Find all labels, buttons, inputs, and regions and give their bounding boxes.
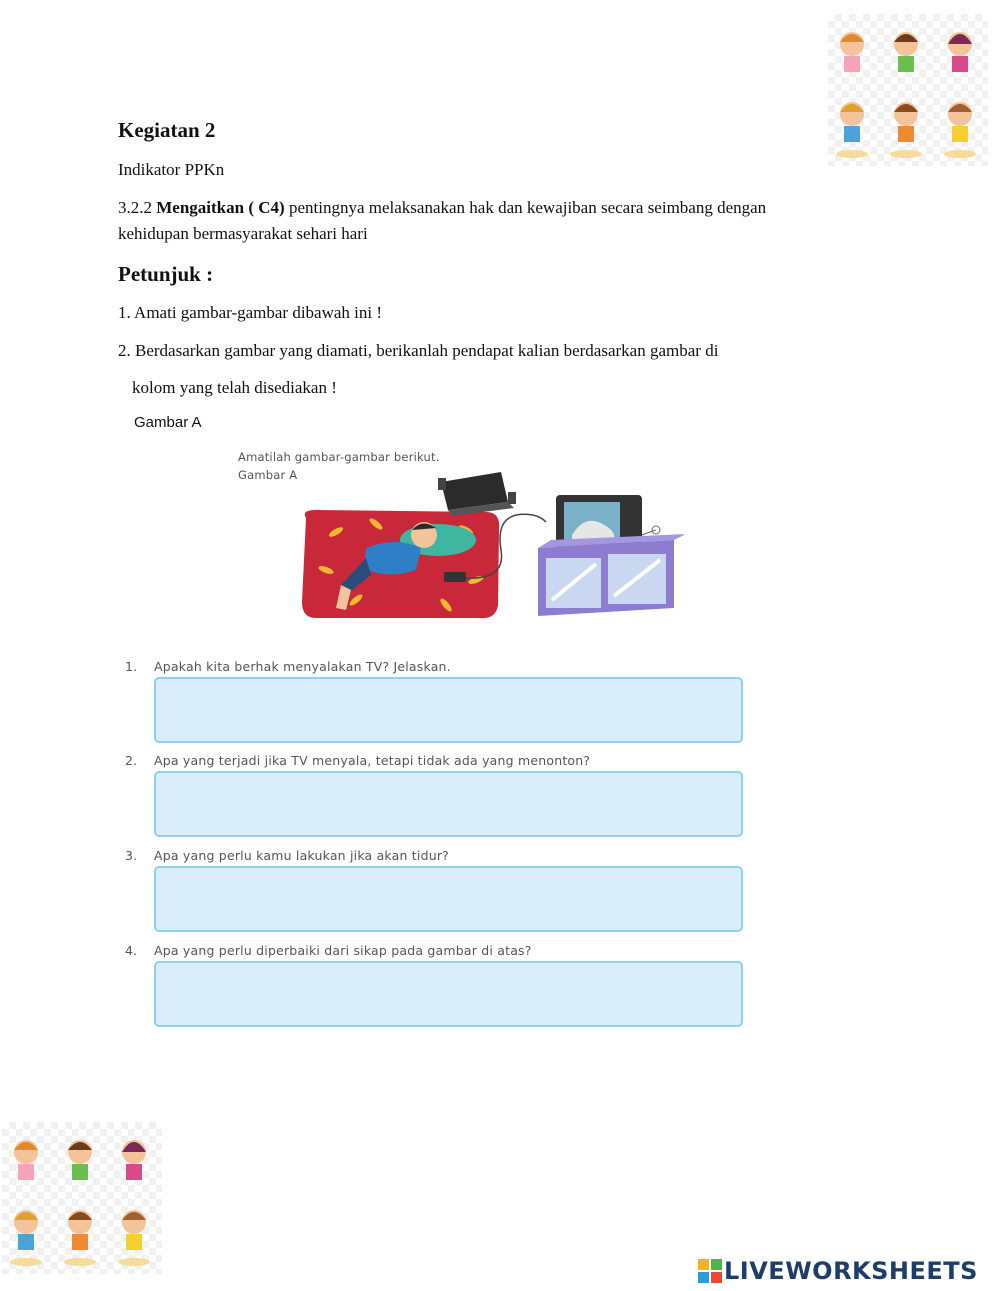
answer-box-1[interactable] [154,677,743,743]
answer-box-2[interactable] [154,771,743,837]
kids-illustration-icon [828,14,988,166]
activity-title: Kegiatan 2 [118,118,216,142]
brand-name: LIVEWORKSHEETS [724,1257,978,1285]
indicator-rest-line2: kehidupan bermasyarakat sehari hari [118,224,368,243]
image-caption: Gambar A [134,414,202,431]
indicator-label: Indikator PPKn [118,160,225,179]
instruction-2-continued: kolom yang telah disediakan ! [132,378,337,397]
kids-illustration-icon [2,1122,162,1274]
question-1-text: Apakah kita berhak menyalakan TV? Jelaskan. [154,659,451,674]
boy-sleeping-tv-on-icon [216,440,684,622]
brand-logo [698,1257,978,1285]
indicator-statement [118,195,898,247]
question-3-text: Apa yang perlu kamu lakukan jika akan tidur? [154,848,450,863]
question-2-number: 2. [125,753,138,768]
illustration-gambar-a [216,440,684,622]
answer-box-3[interactable] [154,866,743,932]
question-2-text: Apa yang terjadi jika TV menyala, tetapi tidak ada yang menonton? [154,753,591,768]
answer-box-4[interactable] [154,961,743,1027]
question-4-text: Apa yang perlu diperbaiki dari sikap pada gambar di atas? [154,943,532,958]
image-header-line2: Gambar A [238,468,298,482]
image-header-line1: Amatilah gambar-gambar berikut. [238,450,440,464]
instruction-1: 1. Amati gambar-gambar dibawah ini ! [118,303,383,322]
question-4-number: 4. [125,943,138,958]
brand-blocks-icon [698,1259,722,1283]
question-1-number: 1. [125,659,138,674]
indicator-rest-line1: pentingnya melaksanakan hak dan kewajiban secara seimbang dengan [284,198,767,217]
indicator-verb: Mengaitkan ( C4) [156,198,285,217]
instruction-2: 2. Berdasarkan gambar yang diamati, berikanlah pendapat kalian berdasarkan gambar di [118,341,719,360]
kids-decoration-bottom [2,1122,162,1274]
kids-decoration-top [828,14,988,166]
instructions-title: Petunjuk : [118,262,214,286]
question-3-number: 3. [125,848,138,863]
indicator-code: 3.2.2 [118,198,152,217]
